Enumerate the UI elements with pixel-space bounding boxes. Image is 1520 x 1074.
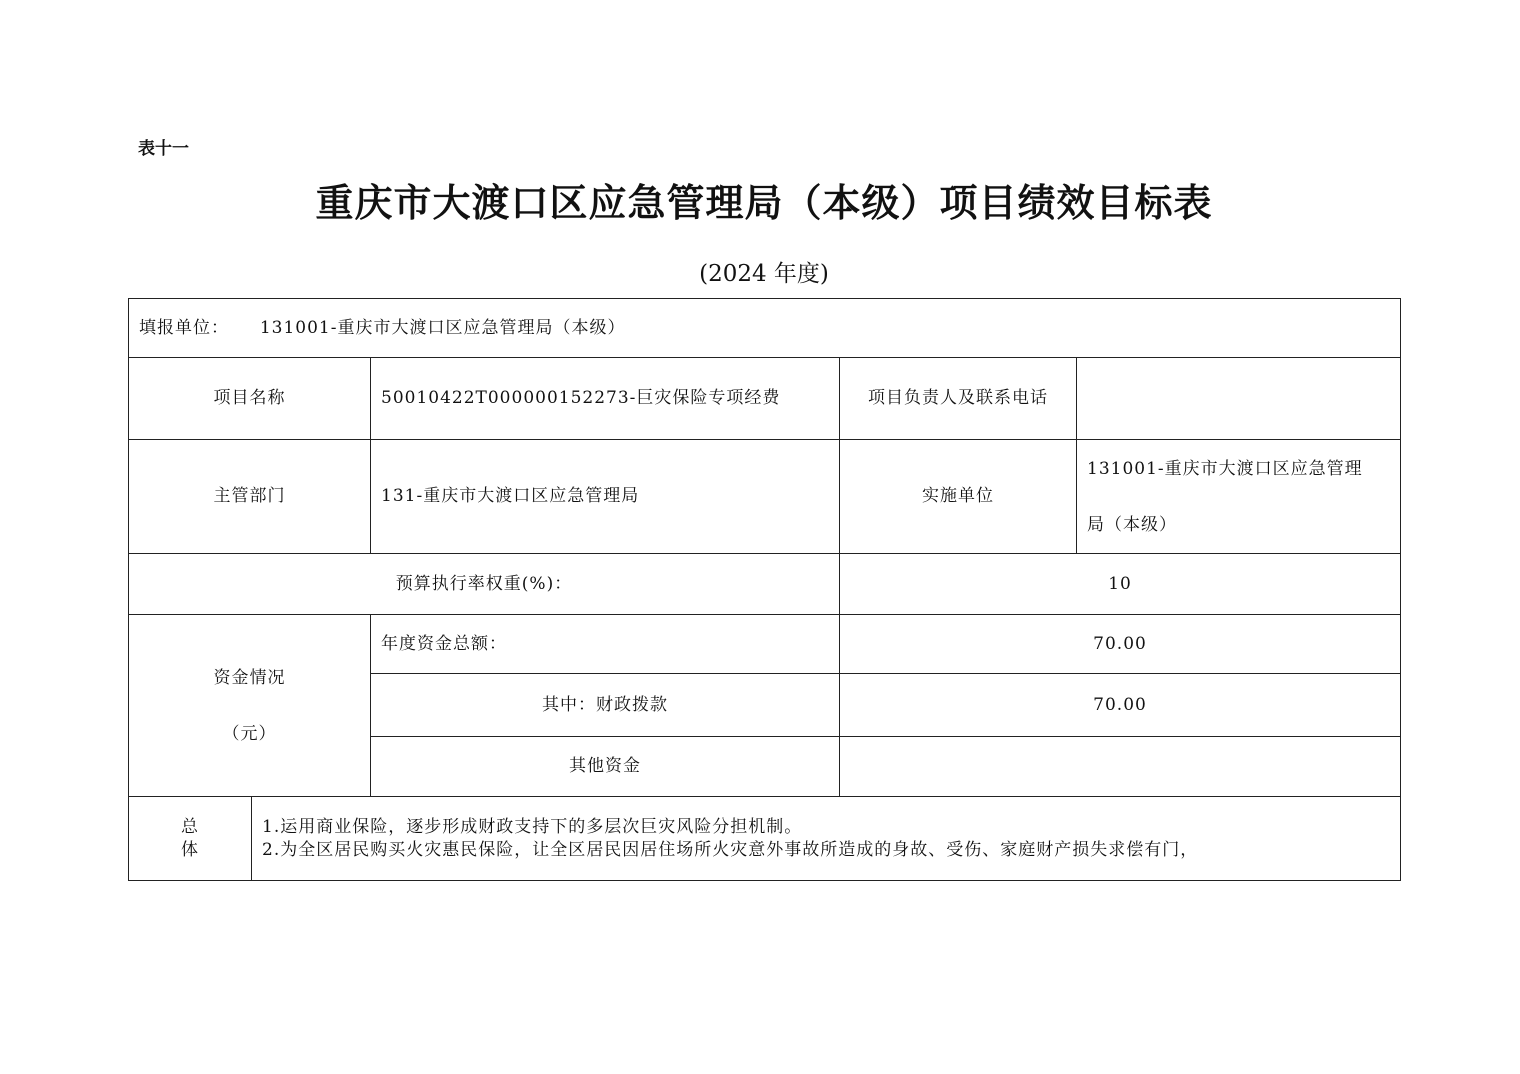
budget-weight-label: 预算执行率权重(%)： <box>129 554 840 615</box>
project-name-label: 项目名称 <box>129 358 371 440</box>
reporting-unit-value: 131001-重庆市大渡口区应急管理局（本级） <box>259 317 626 338</box>
reporting-unit-row <box>129 299 1401 358</box>
implementing-unit-label: 实施单位 <box>840 440 1077 554</box>
project-name-row <box>129 358 1401 440</box>
annual-total-row <box>129 615 1401 674</box>
project-leader-label: 项目负责人及联系电话 <box>840 358 1077 440</box>
document-title: 重庆市大渡口区应急管理局（本级）项目绩效目标表 <box>315 181 1213 225</box>
annual-total-value: 70.00 <box>840 615 1401 674</box>
funds-label <box>129 615 371 797</box>
overall-goal-item-2: 2.为全区居民购买火灾惠民保险，让全区居民因居住场所火灾意外事故所造成的身故、受伤、家庭财产损失求偿有门， <box>262 839 1199 860</box>
reporting-unit-cell <box>129 299 1401 358</box>
budget-weight-row <box>129 554 1401 615</box>
other-funds-value <box>840 737 1401 797</box>
overall-goal-label <box>129 797 252 881</box>
reporting-unit-label: 填报单位： <box>139 317 229 338</box>
overall-goal-row <box>129 797 1401 881</box>
overall-goal-text <box>252 797 1401 881</box>
department-row <box>129 440 1401 554</box>
department-label: 主管部门 <box>129 440 371 554</box>
overall-goal-label-line-2: 体 <box>181 839 199 860</box>
project-leader-value <box>1077 358 1401 440</box>
performance-goal-table <box>128 298 1401 881</box>
document-year: (2024 年度) <box>699 261 829 287</box>
annual-total-label: 年度资金总额： <box>371 615 840 674</box>
overall-goal-item-1: 1.运用商业保险，逐步形成财政支持下的多层次巨灾风险分担机制。 <box>262 816 803 837</box>
funds-label-line-2: （元） <box>222 723 277 744</box>
other-funds-label: 其他资金 <box>371 737 840 797</box>
table-number: 表十一 <box>138 139 189 159</box>
fiscal-appropriation-label: 其中：财政拨款 <box>371 674 840 737</box>
fiscal-appropriation-value: 70.00 <box>840 674 1401 737</box>
project-name-value: 50010422T000000152273-巨灾保险专项经费 <box>371 358 840 440</box>
funds-label-line-1: 资金情况 <box>213 667 286 688</box>
overall-goal-label-line-1: 总 <box>181 816 199 837</box>
implementing-unit-line-2: 局（本级） <box>1087 514 1177 535</box>
implementing-unit-line-1: 131001-重庆市大渡口区应急管理 <box>1087 458 1363 479</box>
department-value: 131-重庆市大渡口区应急管理局 <box>371 440 840 554</box>
budget-weight-value: 10 <box>840 554 1401 615</box>
implementing-unit-value <box>1077 440 1401 554</box>
